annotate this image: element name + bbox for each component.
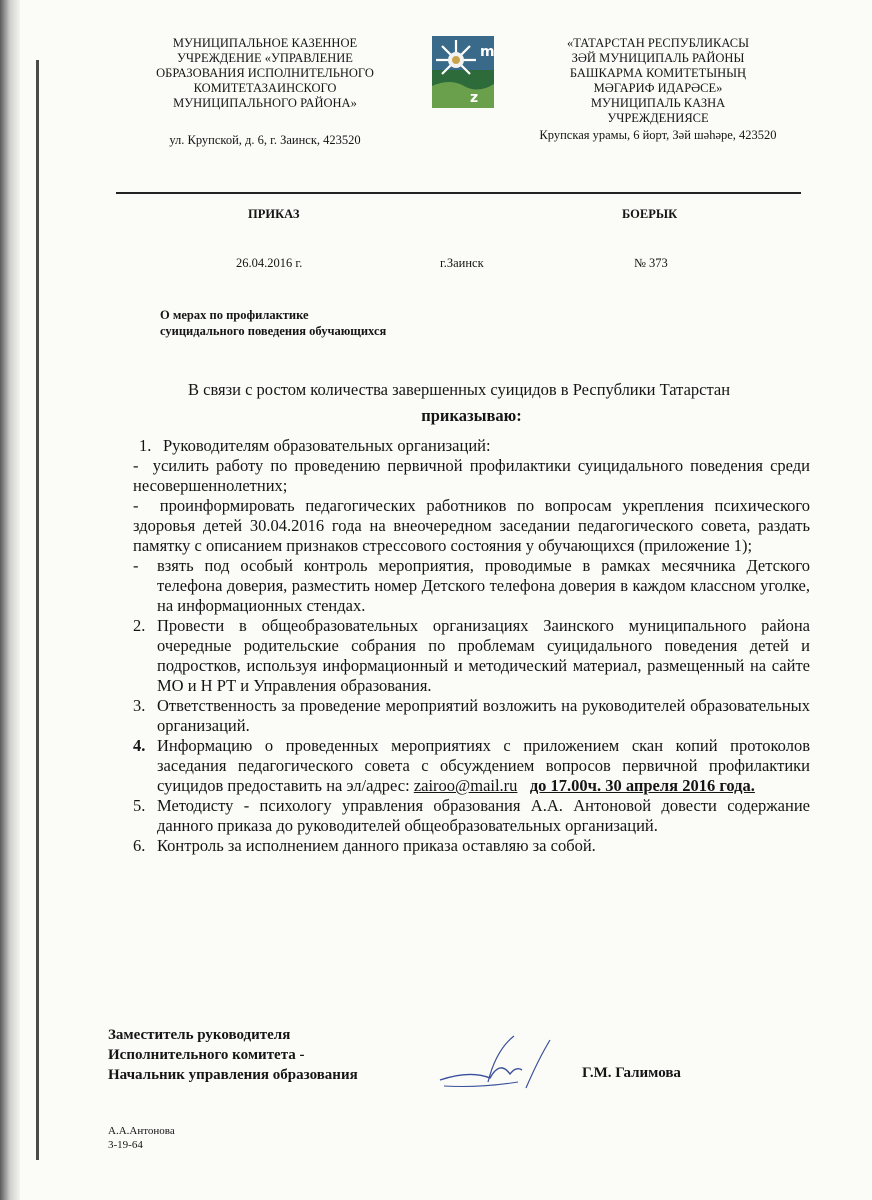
header-right-line: МӘГАРИФ ИДАРӘСЕ» [593, 81, 723, 95]
subject-line: суицидального поведения обучающихся [160, 324, 387, 338]
list-item: 1. Руководителям образовательных организаций: [139, 436, 491, 455]
signatory-title-line: Заместитель руководителя [108, 1027, 291, 1043]
sub-item: - усилить работу по проведению первичной профилактики суицидального поведения среди несовершеннолетних; [133, 456, 810, 495]
signatory-title-line: Начальник управления образования [108, 1067, 358, 1083]
doc-date: 26.04.2016 г. [236, 256, 303, 270]
svg-text:z: z [470, 90, 479, 106]
item-text: Информацию о проведенных мероприятиях с приложением скан копий протоколов заседания педагогического совета с обсуждением вопросов первичной профилактики суицидов предоставить на эл/адрес: [157, 736, 810, 795]
doc-title-ru: ПРИКАЗ [248, 207, 300, 221]
header-left-line: МУНИЦИПАЛЬНОЕ КАЗЕННОЕ [172, 36, 358, 50]
signatory-title [108, 1025, 358, 1085]
item-text: Ответственность за проведение мероприятий возложить на руководителей образовательных организаций. [157, 696, 810, 735]
order-word: приказываю: [421, 406, 522, 425]
executor-name: А.А.Антонова [108, 1125, 175, 1137]
list-item: 6. Контроль за исполнением данного приказа оставляю за собой. [133, 836, 596, 855]
svg-text:m: m [480, 44, 495, 60]
sub-item-text: проинформировать педагогических работников по вопросам укрепления психического здоровья детей 30.04.2016 года на внеочередном заседании педагогического совета, раздать памятку с описанием признаков стрессового состояния у обучающихся (приложение 1); [133, 496, 810, 555]
header-left-line: КОМИТЕТАЗАИНСКОГО [193, 81, 337, 95]
header-left-line: МУНИЦИПАЛЬНОГО РАЙОНА» [173, 96, 357, 110]
doc-city: г.Заинск [440, 256, 484, 270]
list-item: 4. Информацию о проведенных мероприятиях с приложением скан копий протоколов заседания педагогического совета с обсуждением вопросов первичной профилактики суицидов предоставить на эл/адрес: zairoo@mail.ru до 17.00ч. 30 апреля 2016 года. [133, 736, 810, 795]
signatory-name: Г.М. Галимова [582, 1065, 681, 1081]
doc-body [133, 380, 810, 856]
item-text: Контроль за исполнением данного приказа оставляю за собой. [157, 836, 596, 855]
doc-subject [160, 307, 386, 339]
header-right-line: УЧРЕЖДЕНИЯСЕ [607, 111, 709, 125]
subject-line: О мерах по профилактике [160, 308, 309, 322]
item-text: Методисту - психологу управления образования А.А. Антоновой довести содержание данного приказа до руководителей общеобразовательных организаций. [157, 796, 810, 835]
doc-number: № 373 [634, 256, 668, 270]
item-text: Руководителям образовательных организаций: [163, 436, 491, 455]
header-right-address: Крупская урамы, 6 йорт, Зәй шәһәре, 423520 [539, 128, 777, 142]
scan-edge [0, 0, 20, 1200]
email-link[interactable]: zairoo@mail.ru [413, 776, 518, 795]
header-right-line: МУНИЦИПАЛЬ КАЗНА [590, 96, 726, 110]
sub-item-text: взять под особый контроль мероприятия, проводимые в рамках месячника Детского телефона доверия, разместить номер Детского телефона доверия в каждом классном уголке, на информационных стендах. [157, 556, 810, 615]
executor-info [108, 1124, 175, 1152]
header-left-block [120, 36, 410, 148]
header-right-block [508, 36, 808, 143]
handwritten-signature [430, 1030, 570, 1100]
deadline-text: до 17.00ч. 30 апреля 2016 года. [529, 776, 755, 795]
sub-item: - проинформировать педагогических работников по вопросам укрепления психического здоровья детей 30.04.2016 года на внеочередном заседании педагогического совета, раздать памятку с описанием признаков стрессового состояния у обучающихся (приложение 1); [133, 496, 810, 555]
list-item: 2. Провести в общеобразовательных организациях Заинского муниципального района очередные родительские собрания по проблемам суицидального поведения детей и подростков, используя информационный и методический материал, размещенный на сайте МО и Н РТ и Управления образования. [133, 616, 810, 695]
sub-item-text: усилить работу по проведению первичной профилактики суицидального поведения среди несовершеннолетних; [133, 456, 810, 495]
doc-title-tt: БОЕРЫК [622, 207, 678, 221]
header-divider [116, 192, 801, 194]
header-right-line: БАШКАРМА КОМИТЕТЫНЫҢ [569, 66, 747, 80]
list-item: 5. Методисту - психологу управления образования А.А. Антоновой довести содержание данного приказа до руководителей общеобразовательных организаций. [133, 796, 810, 835]
list-item: 3. Ответственность за проведение мероприятий возложить на руководителей образовательных организаций. [133, 696, 810, 735]
header-right-line: ЗӘЙ МУНИЦИПАЛЬ РАЙОНЫ [571, 51, 745, 65]
intro-paragraph: В связи с ростом количества завершенных суицидов в Республики Татарстан [188, 380, 731, 399]
sub-item: - взять под особый контроль мероприятия, проводимые в рамках месячника Детского телефона доверия, разместить номер Детского телефона доверия в каждом классном уголке, на информационных стендах. [133, 556, 810, 615]
item-text: Провести в общеобразовательных организациях Заинского муниципального района очередные родительские собрания по проблемам суицидального поведения детей и подростков, используя информационный и методический материал, размещенный на сайте МО и Н РТ и Управления образования. [157, 616, 810, 695]
signatory-title-line: Исполнительного комитета - [108, 1047, 305, 1063]
executor-phone: 3-19-64 [108, 1139, 143, 1151]
header-left-line: ОБРАЗОВАНИЯ ИСПОЛНИТЕЛЬНОГО [156, 66, 374, 80]
header-left-line: УЧРЕЖДЕНИЕ «УПРАВЛЕНИЕ [177, 51, 353, 65]
header-left-address: ул. Крупской, д. 6, г. Заинск, 423520 [169, 133, 361, 147]
emblem-logo [430, 34, 496, 110]
header-right-line: «ТАТАРСТАН РЕСПУБЛИКАСЫ [566, 36, 750, 50]
scan-binding-line [36, 60, 39, 1160]
